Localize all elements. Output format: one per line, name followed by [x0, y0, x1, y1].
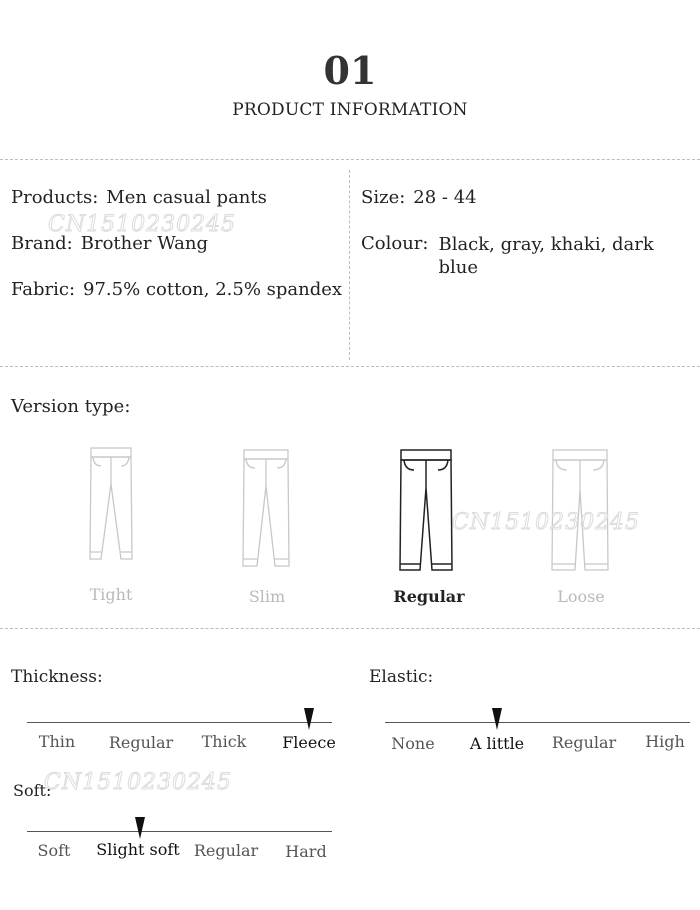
- divider: [0, 159, 700, 160]
- section-title: PRODUCT INFORMATION: [232, 100, 468, 120]
- soft-option: Soft: [37, 841, 71, 860]
- info-column-divider: [349, 170, 350, 360]
- watermark: CN1510230245: [452, 510, 641, 535]
- soft-marker-icon: [135, 817, 145, 839]
- elastic-option: High: [645, 732, 685, 751]
- thickness-option-selected: Fleece: [282, 733, 336, 752]
- info-value: Black, gray, khaki, dark blue: [438, 234, 654, 278]
- thickness-marker-icon: [304, 708, 314, 730]
- version-option-tight: Tight: [89, 585, 133, 604]
- elastic-marker-icon: [492, 708, 502, 730]
- soft-scale: [27, 831, 332, 832]
- info-size: [361, 187, 477, 208]
- info-label: Products:: [11, 187, 99, 208]
- soft-option: Regular: [193, 841, 259, 860]
- divider: [0, 628, 700, 629]
- info-value: Brother Wang: [80, 233, 209, 254]
- elastic-option: None: [391, 734, 435, 753]
- soft-title: Soft:: [13, 781, 52, 800]
- info-value: Men casual pants: [106, 187, 267, 208]
- elastic-title: Elastic:: [369, 667, 434, 687]
- divider: [0, 366, 700, 367]
- pants-slim-icon: [236, 446, 296, 576]
- elastic-scale: [385, 722, 690, 723]
- soft-option: Hard: [285, 842, 327, 861]
- thickness-option: Thick: [201, 732, 247, 751]
- thickness-option: Thin: [38, 732, 76, 751]
- thickness-scale: [27, 722, 332, 723]
- version-option-regular: Regular: [393, 587, 465, 606]
- info-label: Fabric:: [11, 279, 76, 300]
- info-value: 97.5% cotton, 2.5% spandex: [83, 279, 343, 300]
- section-number: 01: [323, 48, 377, 93]
- info-label: Size:: [361, 187, 406, 208]
- info-label: Colour:: [361, 233, 429, 254]
- version-option-loose: Loose: [557, 587, 605, 606]
- pants-regular-icon: [396, 446, 456, 576]
- info-value: 28 - 44: [413, 187, 477, 208]
- watermark: CN1510230245: [44, 770, 233, 795]
- thickness-option: Regular: [108, 733, 174, 752]
- pants-tight-icon: [81, 444, 141, 574]
- elastic-option-selected: A little: [469, 734, 525, 753]
- info-products: [11, 187, 267, 208]
- version-option-slim: Slim: [248, 587, 286, 606]
- watermark: CN1510230245: [48, 212, 237, 237]
- elastic-option: Regular: [551, 733, 617, 752]
- soft-option-selected: Slight soft: [96, 840, 180, 859]
- thickness-title: Thickness:: [11, 667, 103, 687]
- info-label: Brand:: [11, 233, 73, 254]
- info-colour: [361, 233, 668, 279]
- info-fabric: [11, 279, 342, 300]
- version-type-title: Version type:: [11, 396, 131, 417]
